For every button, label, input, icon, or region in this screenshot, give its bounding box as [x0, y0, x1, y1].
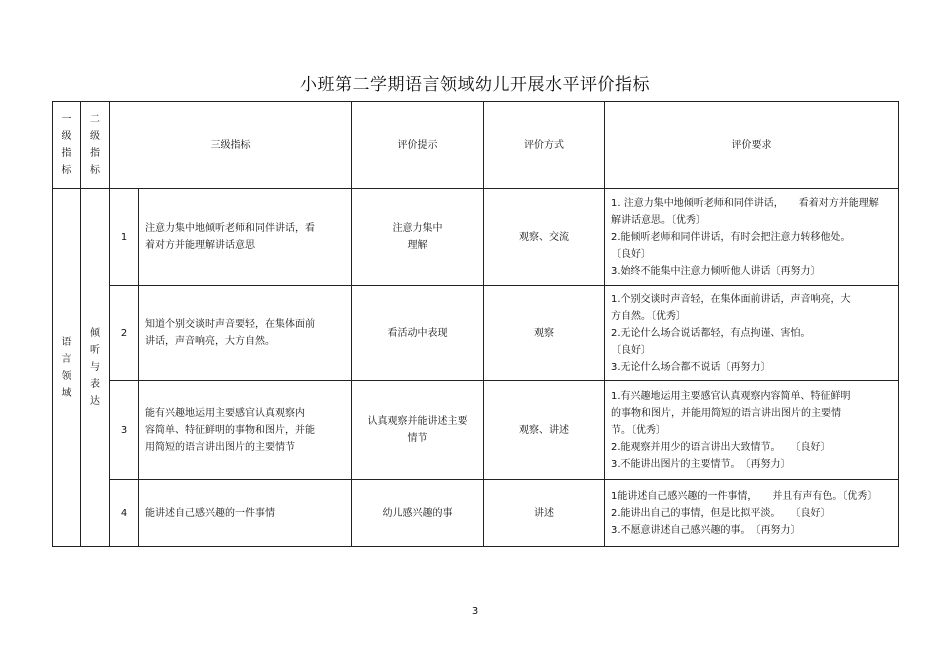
table-row [53, 286, 899, 381]
hint-cell: 幼儿感兴趣的事 [352, 480, 484, 547]
indicator-cell: 注意力集中地倾听老师和同伴讲话，看 着对方并能理解讲话意思 [139, 189, 352, 286]
domain-cell: 语 言 领 域 [53, 189, 81, 547]
row-number: 3 [110, 381, 139, 480]
method-cell: 观察、讲述 [484, 381, 605, 480]
hint-cell: 注意力集中 理解 [352, 189, 484, 286]
requirement-cell: 1. 注意力集中地倾听老师和同伴讲话， 看着对方并能理解 解讲话意思。〔优秀〕 2.能倾听老师和同伴讲话，有时会把注意力转移他处。 〔良好〕 3.始终不能集中注意力倾听他人讲话〔再努力〕 [605, 189, 899, 286]
header-requirement: 评价要求 [605, 102, 899, 189]
requirement-cell: 1能讲述自己感兴趣的一件事情， 并且有声有色。〔优秀〕 2.能讲出自己的事情，但是比拟平淡。 〔良好〕 3.不愿意讲述自己感兴趣的事。 〔再努力〕 [605, 480, 899, 547]
header-hint: 评价提示 [352, 102, 484, 189]
sub-indicator-cell: 倾 听 与 表 达 [81, 189, 110, 547]
header-level1: 一 级 指 标 [53, 102, 81, 189]
indicator-cell: 能有兴趣地运用主要感官认真观察内 容简单、特征鲜明的事物和图片，并能 用简短的语言讲出图片的主要情节 [139, 381, 352, 480]
row-number: 1 [110, 189, 139, 286]
header-method: 评价方式 [484, 102, 605, 189]
method-cell: 观察、交流 [484, 189, 605, 286]
evaluation-table [52, 101, 899, 547]
table-row [53, 480, 899, 547]
requirement-cell: 1.个别交谈时声音轻，在集体面前讲话，声音响亮，大 方自然。〔优秀〕 2.无论什么场合说话都轻，有点拘谨、害怕。 〔良好〕 3.无论什么场合都不说话〔再努力〕 [605, 286, 899, 381]
hint-cell: 认真观察并能讲述主要 情节 [352, 381, 484, 480]
requirement-cell: 1.有兴趣地运用主要感官认真观察内容简单、特征鲜明 的事物和图片，并能用简短的语言讲出图片的主要情 节。〔优秀〕 2.能观察并用少的语言讲出大致情节。 〔良好〕 3.不能讲出图片的主要情节。 〔再努力〕 [605, 381, 899, 480]
page-number: 3 [471, 606, 479, 617]
row-number: 4 [110, 480, 139, 547]
indicator-cell: 知道个别交谈时声音要轻，在集体面前 讲话，声音响亮，大方自然。 [139, 286, 352, 381]
method-cell: 观察 [484, 286, 605, 381]
hint-cell: 看活动中表现 [352, 286, 484, 381]
table-row [53, 189, 899, 286]
row-number: 2 [110, 286, 139, 381]
method-cell: 讲述 [484, 480, 605, 547]
header-row [53, 102, 899, 189]
table-row [53, 381, 899, 480]
page-title: 小班第二学期语言领域幼儿开展水平评价指标 [300, 75, 650, 95]
header-level3: 三级指标 [110, 102, 352, 189]
indicator-cell: 能讲述自己感兴趣的一件事情 [139, 480, 352, 547]
header-level2: 二 级 指 标 [81, 102, 110, 189]
